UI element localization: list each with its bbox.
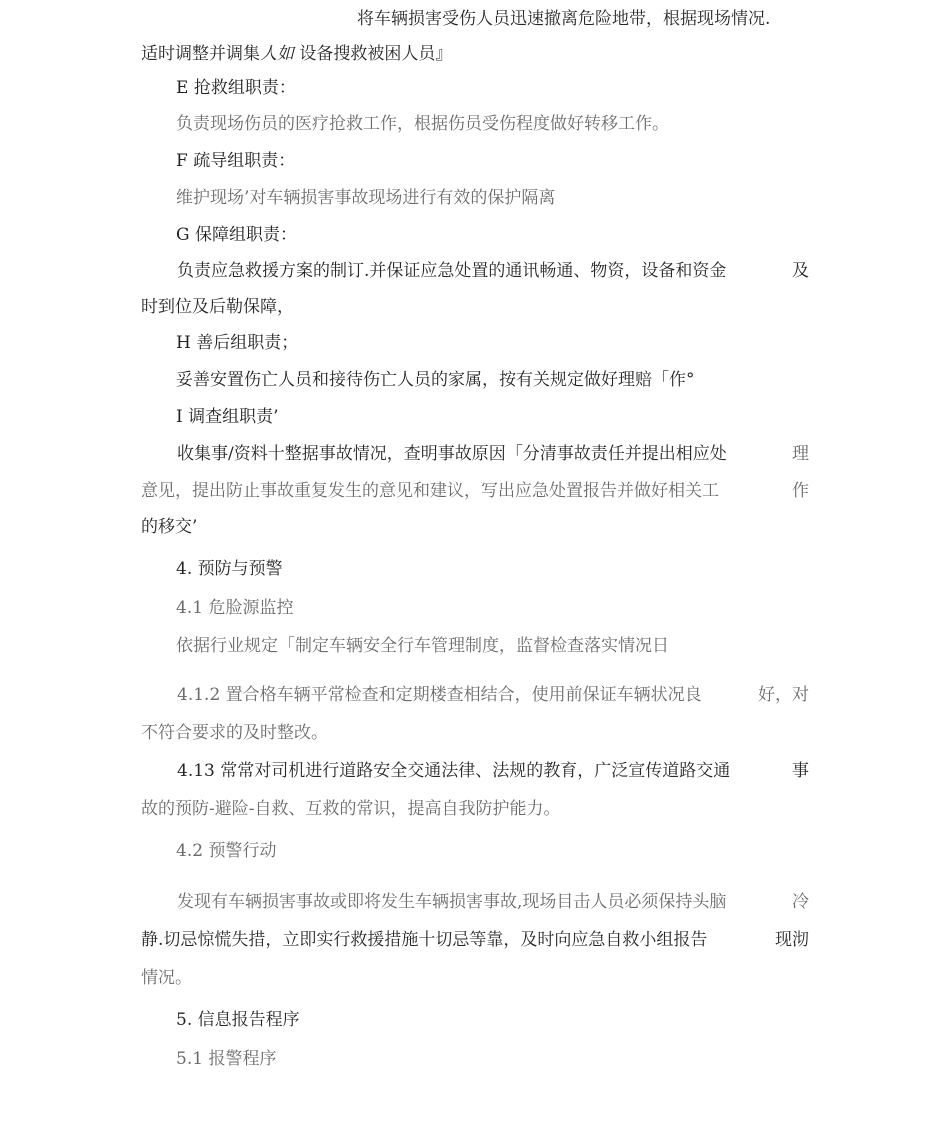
section-heading-5: 5. 信息报告程序 bbox=[176, 1010, 300, 1030]
text-line: 不符合要求的及时整改。 bbox=[141, 723, 328, 743]
section-heading-4: 4. 预防与预警 bbox=[176, 559, 283, 579]
text-segment: 及 bbox=[792, 261, 809, 281]
text-line bbox=[141, 479, 809, 503]
text-segment: 好，对 bbox=[758, 685, 809, 705]
text-segment: 人如 bbox=[260, 44, 294, 64]
text-segment: 理 bbox=[792, 444, 809, 464]
text-line bbox=[141, 928, 809, 952]
text-line bbox=[141, 683, 809, 707]
text-line: 负责现场伤员的医疗抢救工作，根据伤员受伤程度做好转移工作。 bbox=[176, 114, 669, 134]
text-segment: 负责应急救援方案的制订.并保证应急处置的通讯畅通、物资，设备和资金 bbox=[177, 261, 727, 281]
text-segment: 4.1.2 置合格车辆平常检查和定期楼查相结合，使用前保证车辆状况良 bbox=[177, 685, 702, 705]
section-heading-g: G 保障组职责： bbox=[176, 225, 297, 245]
text-segment: 设备搜救被困人员』 bbox=[299, 44, 453, 64]
text-line: 将车辆损害受伤人员迅速撤离危险地带，根据现场情况. bbox=[357, 9, 771, 29]
text-segment: 作 bbox=[792, 481, 809, 501]
section-heading-i: I 调查组职责’ bbox=[176, 407, 279, 427]
text-segment: 4.13 常常对司机进行道路安全交通法律、法规的教育，广泛宣传道路交通 bbox=[177, 761, 731, 781]
text-segment: 冷 bbox=[792, 892, 809, 912]
text-line bbox=[141, 890, 809, 914]
text-line bbox=[141, 259, 809, 283]
text-segment: 适时调整并调集 bbox=[141, 44, 260, 64]
text-segment: 现沏 bbox=[775, 930, 809, 950]
section-heading-h: H 善后组职责； bbox=[176, 333, 299, 353]
text-line: 妥善安置伤亡人员和接待伤亡人员的家属，按有关规定做好理赔「作° bbox=[176, 370, 695, 390]
text-line: 情况。 bbox=[141, 968, 192, 988]
text-line bbox=[141, 442, 809, 466]
text-line: 的移交’ bbox=[141, 517, 198, 537]
text-line: 依据行业规定「制定车辆安全行车管理制度，监督检查落实情况日 bbox=[176, 636, 669, 656]
text-line: 时到位及后勒保障， bbox=[141, 297, 294, 317]
text-segment: 发现有车辆损害事故或即将发生车辆损害事故,现场目击人员必须保持头脑 bbox=[177, 892, 727, 912]
section-heading-e: E 抢救组职责： bbox=[176, 78, 296, 98]
text-segment: 事 bbox=[792, 761, 809, 781]
section-heading-f: F 疏导组职责： bbox=[176, 151, 296, 171]
text-line: 故的预防-避险-自救、互救的常识，提高自我防护能力。 bbox=[141, 799, 561, 819]
section-heading-4-2: 4.2 预警行动 bbox=[176, 841, 277, 861]
text-segment: 意见，提出防止事故重复发生的意见和建议，写出应急处置报告并做好相关工 bbox=[141, 481, 719, 501]
section-heading-5-1: 5.1 报警程序 bbox=[176, 1049, 277, 1069]
text-segment: 静.切忌惊慌失措，立即实行救援措施十切忌等靠，及时向应急自救小组报告 bbox=[141, 930, 708, 950]
text-line bbox=[141, 759, 809, 783]
section-heading-4-1: 4.1 危脸源监控 bbox=[176, 598, 294, 618]
text-line: 维护现场’对车辆损害事故现场进行有效的保护隔离 bbox=[176, 188, 556, 208]
text-segment: 收集事/资料十整据事故情况，查明事故原因「分清事故责任并提出相应处 bbox=[177, 444, 727, 464]
text-line bbox=[141, 42, 452, 66]
